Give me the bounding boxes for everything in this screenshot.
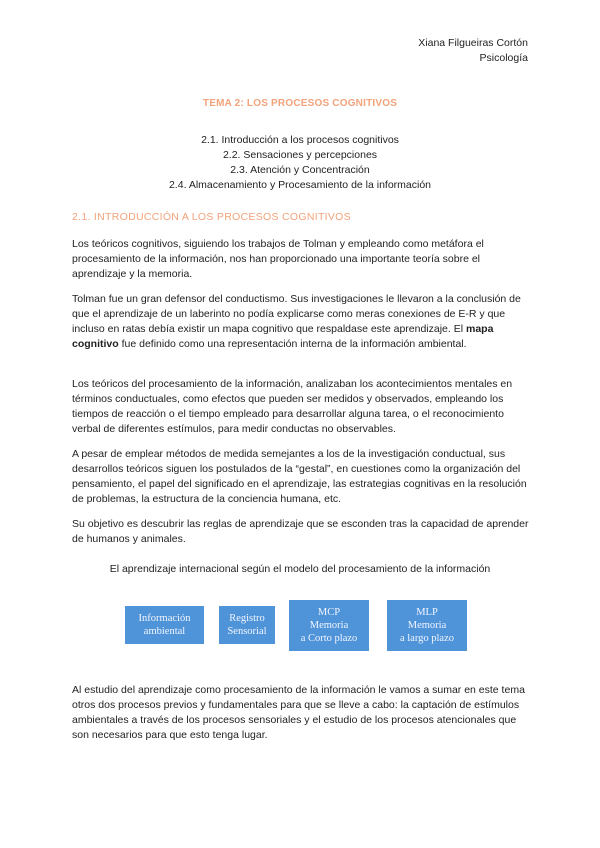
toc-item: 2.1. Introducción a los procesos cognitivos — [201, 134, 399, 146]
paragraph-4: A pesar de emplear métodos de medida semejantes a los de la investigación conductual, sus desarrollos teóricos siguen los postulados de la “gestal”, en cuestiones como la organización del pensamiento, el papel del significado en el aprendizaje, las estrategias cognitivas en la resolución de problemas, la estructura de la conciencia humana, etc. — [72, 448, 527, 505]
box-line: Registro — [229, 613, 265, 624]
paragraph-2 — [72, 292, 530, 352]
box-line: a Corto plazo — [300, 633, 358, 644]
subject-name: Psicología — [479, 52, 528, 64]
diagram-box-sensory-register — [219, 606, 275, 644]
paragraph-2-text-a: Tolman fue un gran defensor del conductismo. Sus investigaciones le llevaron a la conclusión de que el aprendizaje de un laberinto no podía explicarse como meras conexiones de E-R y que incluso en ratas debía existir un mapa cognitivo que respaldase este aprendizaje. El — [72, 293, 521, 335]
box-line: MLP — [416, 607, 438, 618]
box-line: Memoria — [407, 620, 447, 631]
paragraph-6: Al estudio del aprendizaje como procesamiento de la información le vamos a sumar en este tema otros dos procesos previos y fundamentales para que se lleve a cabo: la captación de estímulos ambientales a través de los procesos sensoriales y el estudio de los procesos atencionales que son necesarios para que esto tenga lugar. — [72, 684, 525, 741]
author-name: Xiana Filgueiras Cortón — [418, 37, 528, 49]
toc-item: 2.3. Atención y Concentración — [230, 164, 370, 176]
diagram-caption: El aprendizaje internacional según el modelo del procesamiento de la información — [109, 563, 491, 575]
table-of-contents — [0, 133, 600, 193]
box-line: a largo plazo — [399, 633, 455, 644]
box-line: ambiental — [143, 626, 186, 637]
paragraph-2-text-b: fue definido como una representación interna de la información ambiental. — [118, 338, 467, 350]
page-header — [418, 36, 528, 66]
box-line: Sensorial — [227, 626, 267, 637]
paragraph-5: Su objetivo es descubrir las reglas de aprendizaje que se esconden tras la capacidad de aprender de humanos y animales. — [72, 518, 529, 545]
document-title: TEMA 2: LOS PROCESOS COGNITIVOS — [202, 98, 398, 109]
paragraph-2-bold: mapa cognitivo — [72, 323, 494, 350]
section-heading: 2.1. INTRODUCCIÓN A LOS PROCESOS COGNITIVOS — [72, 211, 351, 223]
process-diagram — [0, 598, 600, 658]
toc-item: 2.2. Sensaciones y percepciones — [222, 149, 378, 161]
box-line: MCP — [317, 607, 341, 618]
paragraph-3: Los teóricos del procesamiento de la información, analizaban los acontecimientos mentales en términos conductuales, como efectos que pueden ser medidos y observados, empleando los tiempos de reacción o el tiempo empleado para desarrollar alguna tarea, o el reconocimiento verbal de diferentes estímulos, para medir conductas no observables. — [72, 378, 513, 435]
box-line: Información — [138, 613, 191, 624]
diagram-box-environmental-info — [125, 606, 204, 644]
box-line: Memoria — [309, 620, 349, 631]
toc-item: 2.4. Almacenamiento y Procesamiento de la información — [168, 179, 432, 191]
diagram-box-long-term-memory — [387, 600, 467, 651]
diagram-box-short-term-memory — [289, 600, 369, 651]
paragraph-1: Los teóricos cognitivos, siguiendo los trabajos de Tolman y empleando como metáfora el procesamiento de la información, nos han proporcionado una importante teoría sobre el aprendizaje y la memoria. — [72, 238, 484, 280]
